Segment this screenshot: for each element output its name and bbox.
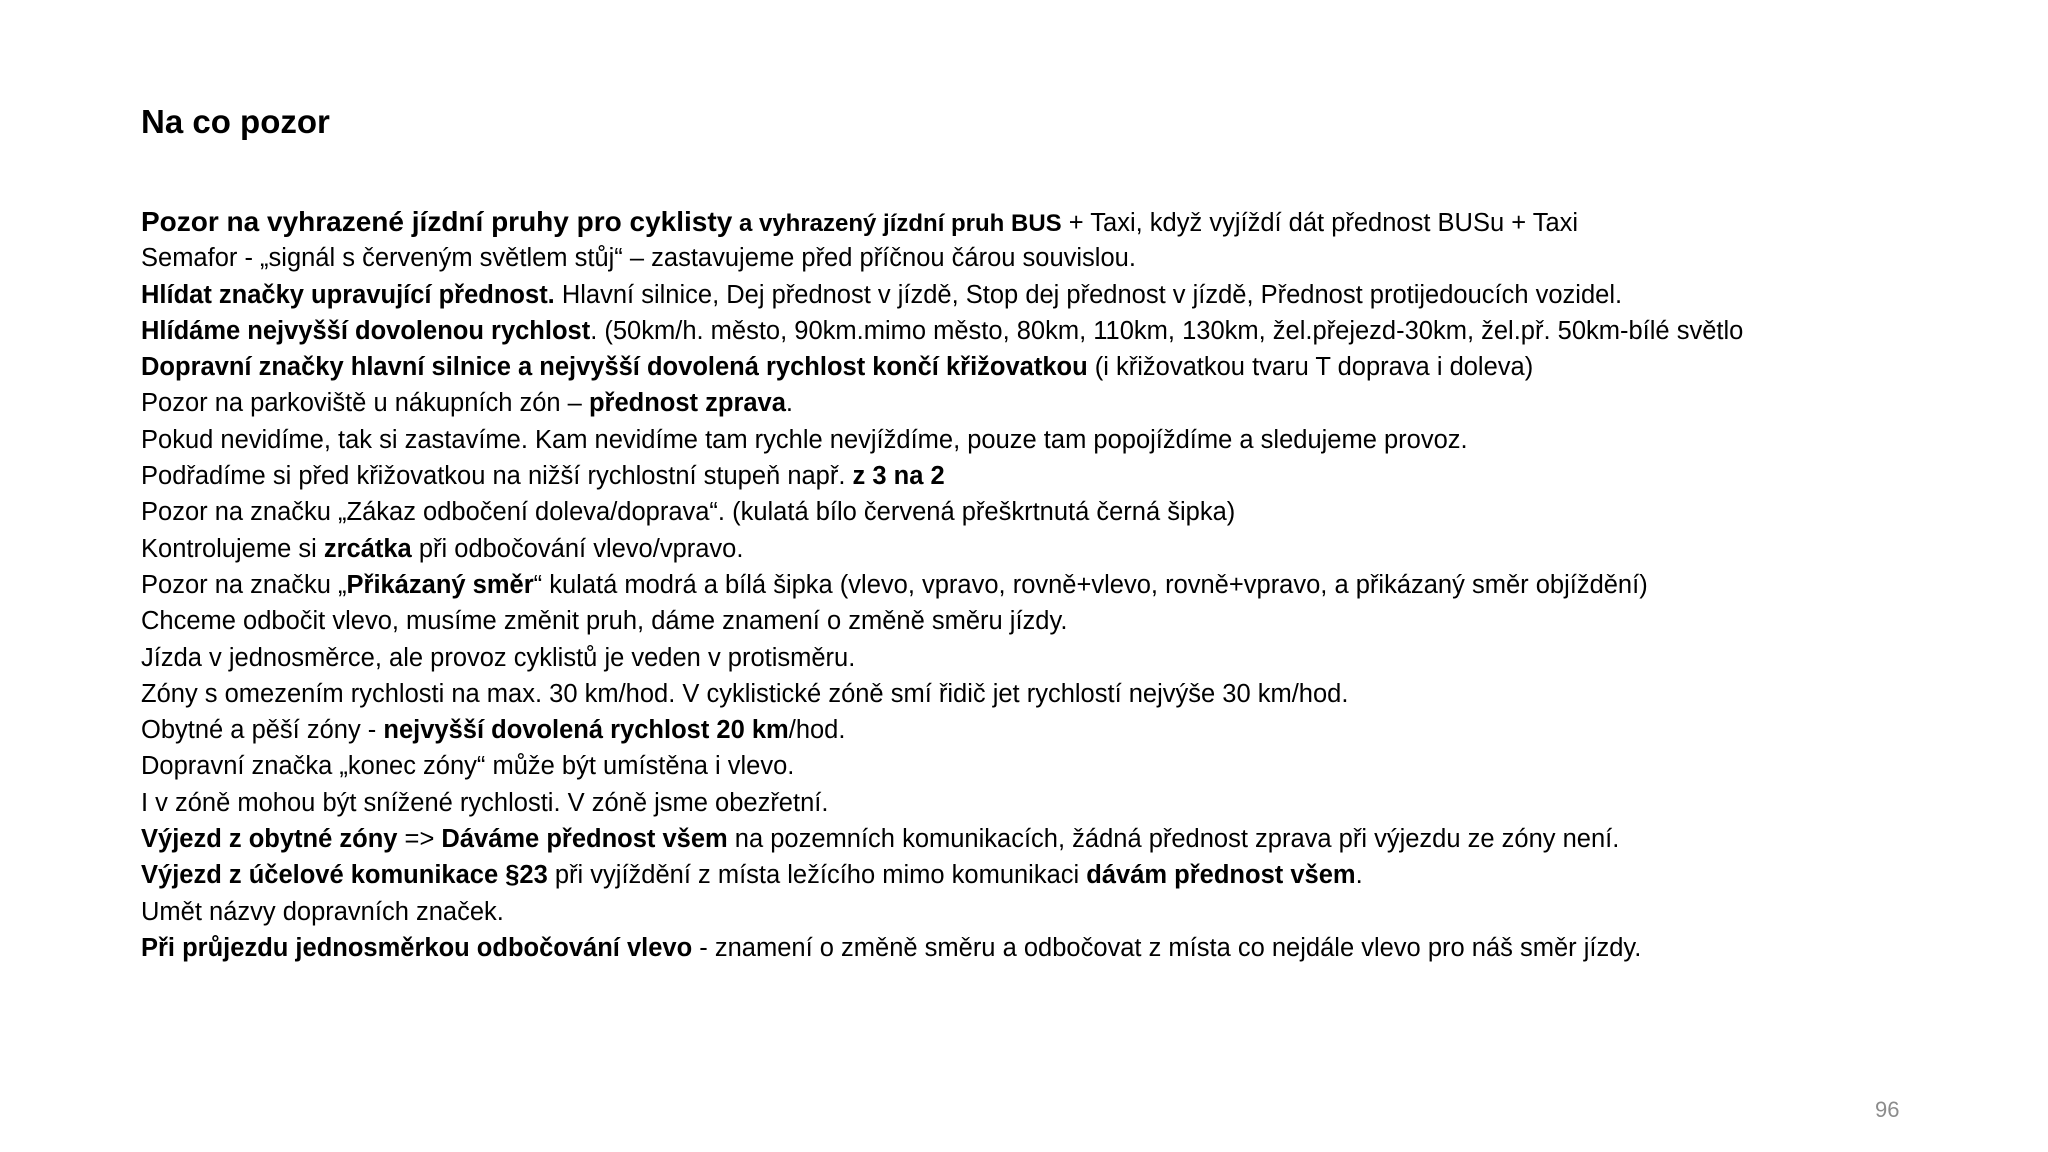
text-segment: Semafor - „signál s červeným světlem stůj“ – zastavujeme před příčnou čárou souvislou. bbox=[141, 244, 1136, 273]
text-segment: + Taxi, když vyjíždí dát přednost BUSu + Taxi bbox=[1061, 209, 1579, 237]
text-segment: Hlavní silnice, Dej přednost v jízdě, Stop dej přednost v jízdě, Přednost protijedoucích vozidel. bbox=[554, 280, 1623, 309]
text-segment: při vyjíždění z místa ležícího mimo komunikaci bbox=[547, 861, 1087, 890]
bold-segment: nejvyšší dovolená rychlost 20 km bbox=[383, 716, 789, 745]
text-segment: “ kulatá modrá a bílá šipka (vlevo, vpravo, rovně+vlevo, rovně+vpravo, a přikázaný směr objíždění) bbox=[533, 570, 1648, 599]
text-segment: => bbox=[397, 825, 442, 854]
text-line bbox=[141, 494, 2021, 530]
slide-body bbox=[141, 204, 2021, 966]
text-segment: - znamení o změně směru a odbočovat z místa co nejdále vlevo pro náš směr jízdy. bbox=[692, 933, 1642, 962]
text-segment: Umět názvy dopravních značek. bbox=[141, 897, 504, 926]
bold-segment: zrcátka bbox=[323, 534, 412, 563]
text-line bbox=[141, 640, 2021, 676]
text-line bbox=[141, 531, 2021, 567]
text-segment: (i křižovatkou tvaru T doprava i doleva) bbox=[1087, 353, 1534, 382]
text-segment: /hod. bbox=[788, 716, 846, 745]
text-segment: . bbox=[785, 389, 794, 418]
text-segment: Kontrolujeme si bbox=[141, 534, 324, 563]
bold-segment: Při průjezdu jednosměrkou odbočování vlevo bbox=[141, 933, 693, 962]
bold-segment: Výjezd z obytné zóny bbox=[141, 825, 398, 854]
page-number: 96 bbox=[1875, 1097, 1900, 1122]
bold-segment: Hlídat značky upravující přednost. bbox=[141, 280, 555, 309]
text-line bbox=[141, 785, 2021, 821]
text-line bbox=[141, 240, 2021, 276]
text-segment: Pokud nevidíme, tak si zastavíme. Kam nevidíme tam rychle nevjíždíme, pouze tam popojíždíme a sledujeme provoz. bbox=[141, 425, 1468, 454]
bold-segment: Pozor na vyhrazené jízdní pruhy pro cyklisty bbox=[141, 206, 733, 237]
text-segment: Pozor na značku „ bbox=[141, 570, 347, 599]
text-line bbox=[141, 349, 2021, 385]
text-segment: Dopravní značka „konec zóny“ může být umístěna i vlevo. bbox=[141, 752, 795, 781]
text-line bbox=[141, 277, 2021, 313]
text-line bbox=[141, 712, 2021, 748]
text-line bbox=[141, 458, 2021, 494]
bold-segment: Dopravní značky hlavní silnice a nejvyšší dovolená rychlost končí křižovatkou bbox=[141, 353, 1088, 382]
text-line bbox=[141, 930, 2021, 966]
bold-segment: z 3 na 2 bbox=[852, 462, 945, 491]
bold-segment: dávám přednost všem bbox=[1086, 861, 1356, 890]
text-line bbox=[141, 313, 2021, 349]
text-segment: při odbočování vlevo/vpravo. bbox=[411, 534, 744, 563]
text-line bbox=[141, 204, 2021, 240]
text-segment: Pozor na značku „Zákaz odbočení doleva/doprava“. (kulatá bílo červená přeškrtnutá černá šipka) bbox=[141, 498, 1236, 527]
text-segment: Obytné a pěší zóny - bbox=[141, 716, 384, 745]
text-line bbox=[141, 567, 2021, 603]
text-line bbox=[141, 422, 2021, 458]
text-segment: Podřadíme si před křižovatkou na nižší rychlostní stupeň např. bbox=[141, 462, 853, 491]
text-segment: na pozemních komunikacích, žádná přednost zprava při výjezdu ze zóny není. bbox=[727, 825, 1620, 854]
text-segment: Zóny s omezením rychlosti na max. 30 km/hod. V cyklistické zóně smí řidič jet rychlostí nejvýše 30 km/hod. bbox=[141, 679, 1349, 708]
bold-segment: Výjezd z účelové komunikace §23 bbox=[141, 861, 548, 890]
text-segment: Pozor na parkoviště u nákupních zón – bbox=[141, 389, 589, 418]
text-line bbox=[141, 857, 2021, 893]
text-line bbox=[141, 821, 2021, 857]
bold-segment: přednost zprava bbox=[588, 389, 786, 418]
text-segment: . (50km/h. město, 90km.mimo město, 80km, 110km, 130km, žel.přejezd-30km, žel.př. 50km-bílé světlo bbox=[590, 316, 1744, 345]
bold-segment: Hlídáme nejvyšší dovolenou rychlost bbox=[141, 316, 591, 345]
text-line bbox=[141, 385, 2021, 421]
bold-segment: Dáváme přednost všem bbox=[441, 825, 728, 854]
bold-segment: Přikázaný směr bbox=[346, 570, 534, 599]
text-line bbox=[141, 894, 2021, 930]
text-segment: . bbox=[1355, 861, 1363, 890]
text-line bbox=[141, 748, 2021, 784]
slide-title: Na co pozor bbox=[141, 103, 330, 140]
text-segment: Chceme odbočit vlevo, musíme změnit pruh, dáme znamení o změně směru jízdy. bbox=[141, 607, 1068, 636]
text-line bbox=[141, 603, 2021, 639]
text-line bbox=[141, 676, 2021, 712]
bold-segment: a vyhrazený jízdní pruh BUS bbox=[732, 210, 1062, 237]
text-segment: Jízda v jednosměrce, ale provoz cyklistů je veden v protisměru. bbox=[141, 643, 856, 672]
text-segment: I v zóně mohou být snížené rychlosti. V zóně jsme obezřetní. bbox=[141, 788, 829, 817]
